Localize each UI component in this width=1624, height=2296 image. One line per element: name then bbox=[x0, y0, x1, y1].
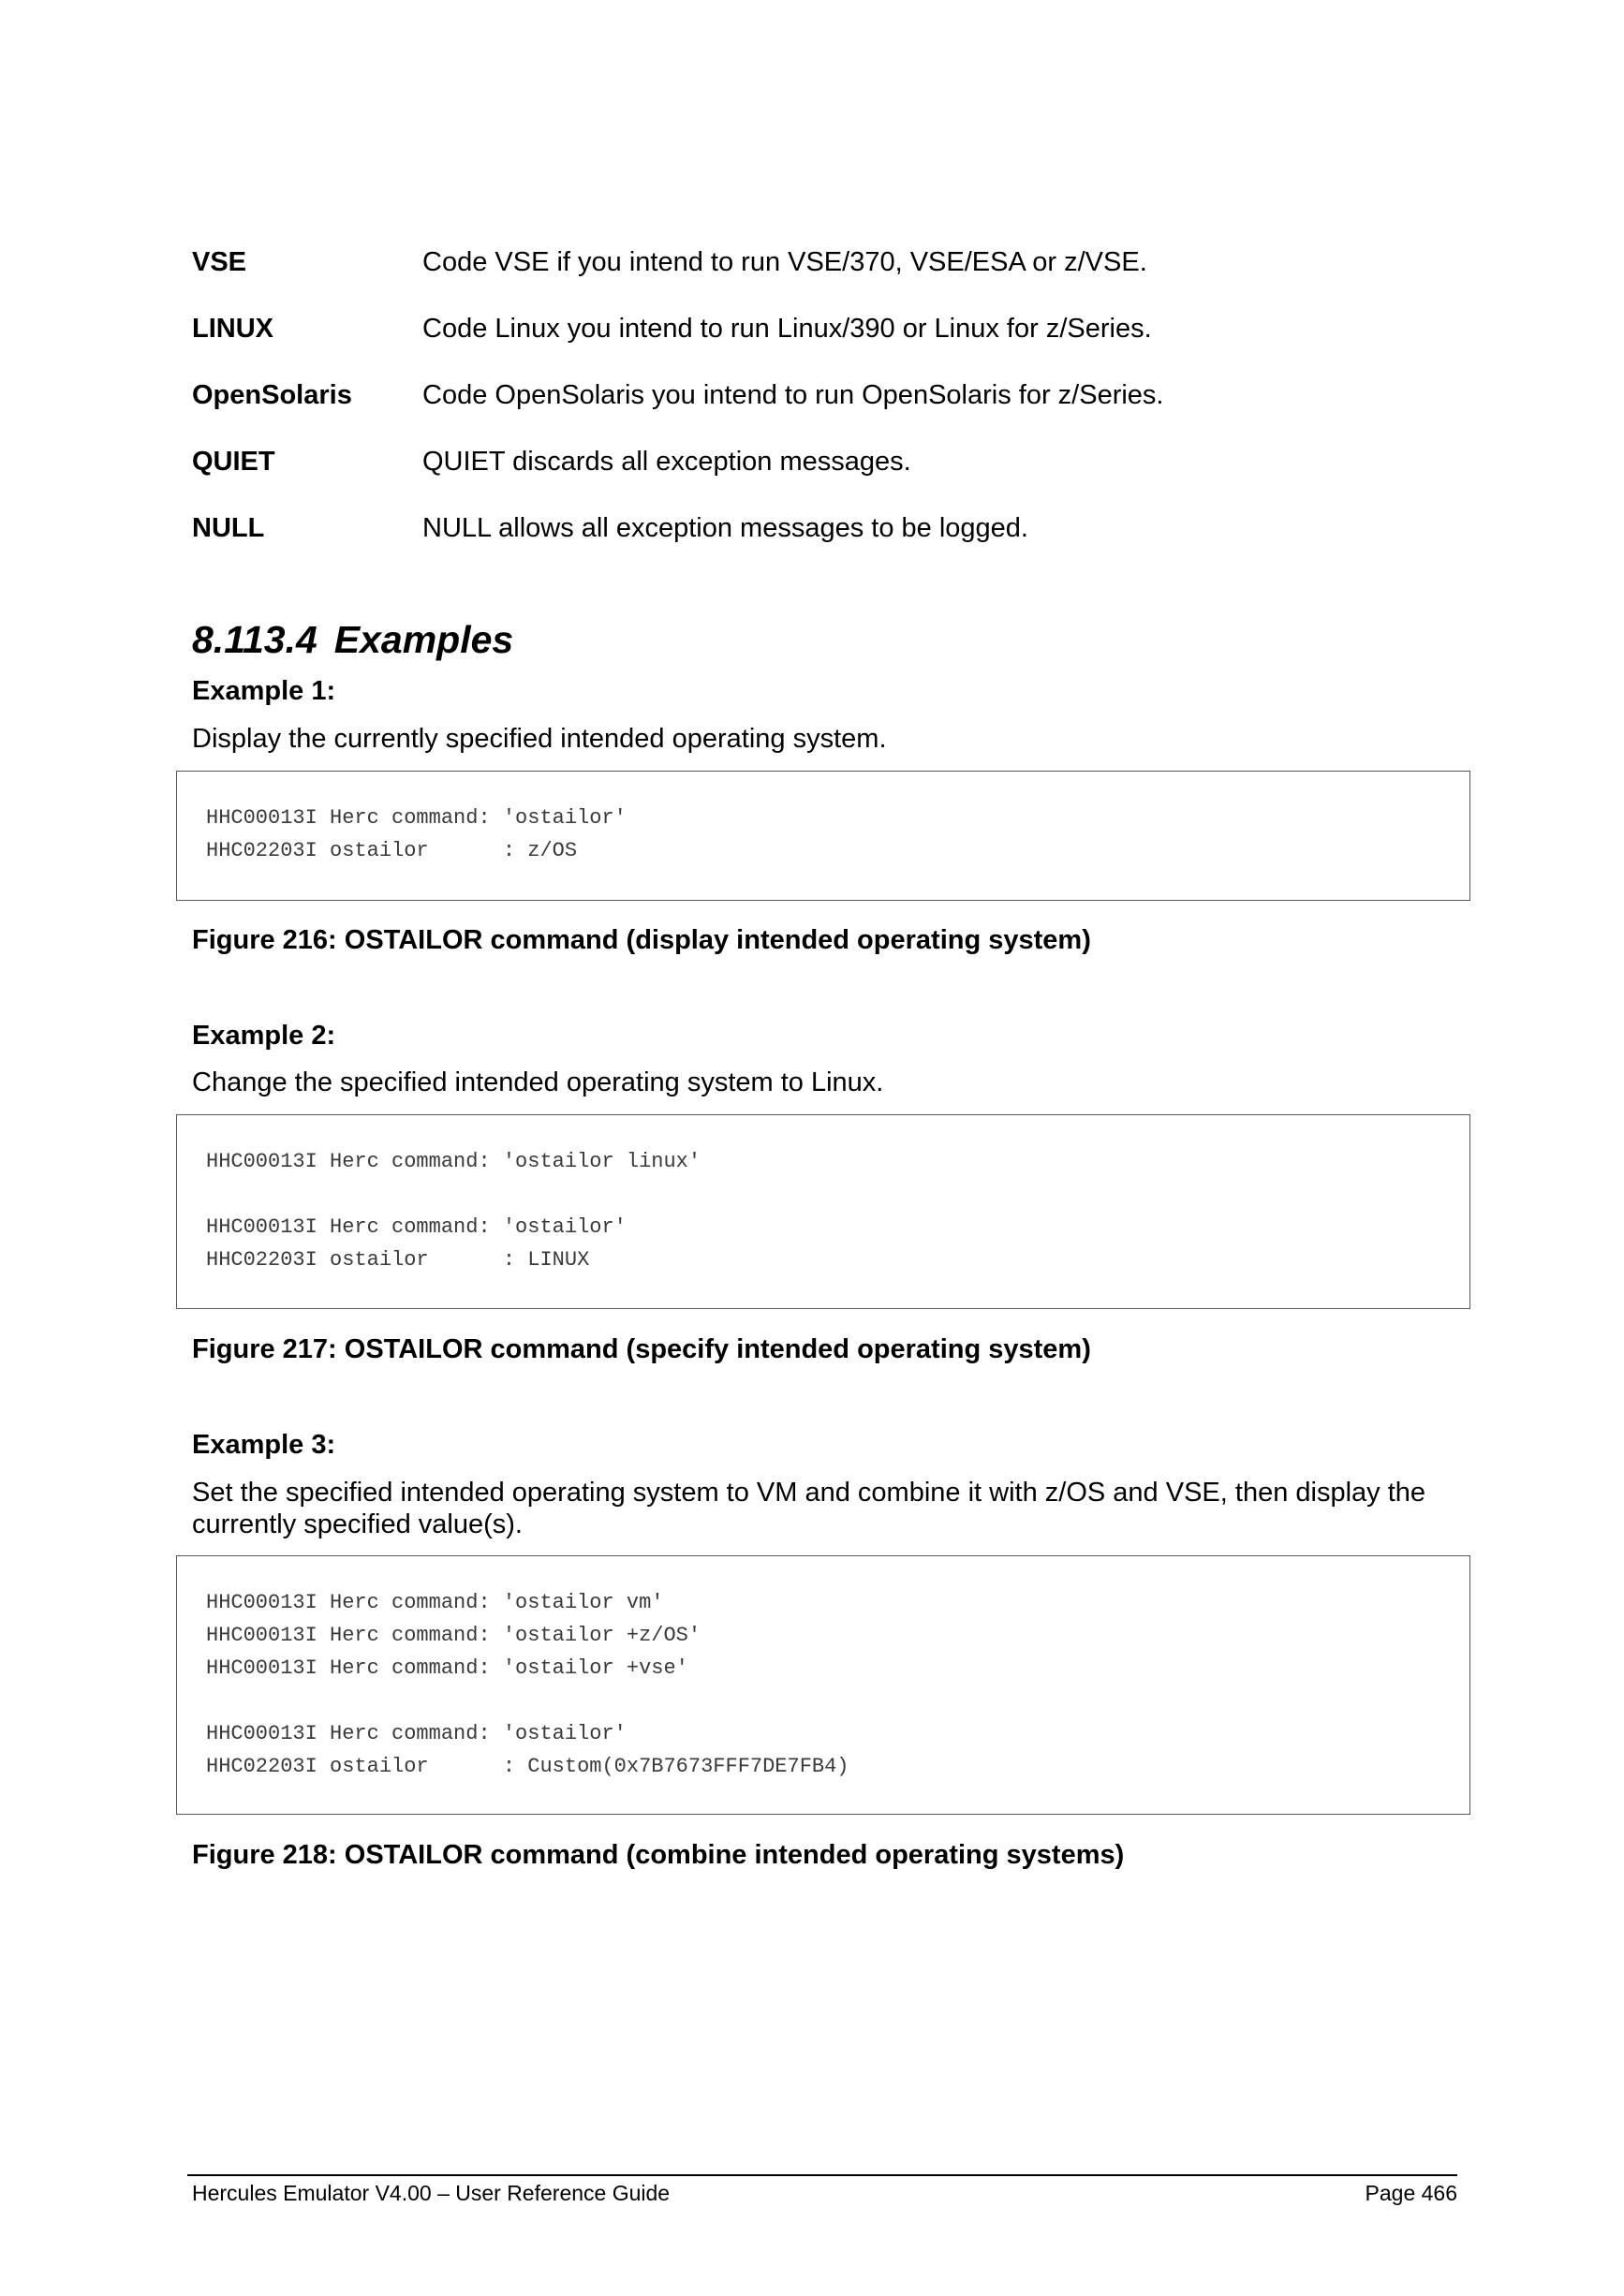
code-line: HHC00013I Herc command: 'ostailor linux' bbox=[206, 1150, 701, 1173]
example-3-label: Example 3: bbox=[192, 1430, 336, 1460]
example-2-description: Change the specified intended operating system to Linux. bbox=[192, 1067, 884, 1097]
definition-row-vse bbox=[192, 245, 1484, 312]
definition-row-null bbox=[192, 511, 1484, 578]
code-line: HHC00013I Herc command: 'ostailor' bbox=[206, 806, 627, 830]
definition-term: LINUX bbox=[192, 314, 273, 344]
footer-page-number: Page 466 bbox=[1365, 2181, 1457, 2205]
code-line bbox=[206, 1178, 1469, 1211]
section-number: 8.113.4 bbox=[192, 618, 317, 661]
code-line: HHC00013I Herc command: 'ostailor' bbox=[206, 1722, 627, 1745]
code-line: HHC00013I Herc command: 'ostailor +z/OS' bbox=[206, 1624, 701, 1647]
definition-row-quiet bbox=[192, 445, 1484, 511]
definition-row-opensolaris bbox=[192, 378, 1484, 445]
definition-term: VSE bbox=[192, 247, 247, 277]
example-1-label: Example 1: bbox=[192, 676, 336, 706]
definition-description: QUIET discards all exception messages. bbox=[422, 447, 911, 477]
code-line: HHC02203I ostailor : LINUX bbox=[206, 1248, 590, 1272]
code-line: HHC02203I ostailor : Custom(0x7B7673FFF7DE7FB4) bbox=[206, 1755, 849, 1778]
example-1-description: Display the currently specified intended operating system. bbox=[192, 724, 887, 754]
definition-description: NULL allows all exception messages to be logged. bbox=[422, 513, 1028, 543]
definition-term: QUIET bbox=[192, 447, 275, 477]
definition-description: Code VSE if you intend to run VSE/370, VSE/ESA or z/VSE. bbox=[422, 247, 1147, 277]
definition-row-linux bbox=[192, 312, 1484, 378]
section-title: Examples bbox=[333, 618, 514, 661]
option-definition-list bbox=[192, 245, 1484, 578]
example-1-code-block bbox=[176, 771, 1470, 901]
section-heading bbox=[192, 616, 513, 663]
figure-217-caption: Figure 217: OSTAILOR command (specify intended operating system) bbox=[192, 1334, 1091, 1364]
code-line bbox=[206, 1685, 1469, 1717]
definition-term: OpenSolaris bbox=[192, 380, 352, 410]
example-2-code-block bbox=[176, 1114, 1470, 1309]
definition-term: NULL bbox=[192, 513, 265, 543]
definition-description: Code Linux you intend to run Linux/390 or Linux for z/Series. bbox=[422, 314, 1152, 344]
footer-divider bbox=[187, 2174, 1457, 2176]
code-line: HHC00013I Herc command: 'ostailor vm' bbox=[206, 1591, 664, 1614]
example-3-code-block bbox=[176, 1555, 1470, 1815]
definition-description: Code OpenSolaris you intend to run OpenSolaris for z/Series. bbox=[422, 380, 1164, 410]
code-line: HHC00013I Herc command: 'ostailor' bbox=[206, 1215, 627, 1239]
figure-218-caption: Figure 218: OSTAILOR command (combine intended operating systems) bbox=[192, 1840, 1125, 1870]
code-line: HHC02203I ostailor : z/OS bbox=[206, 839, 578, 862]
code-line: HHC00013I Herc command: 'ostailor +vse' bbox=[206, 1656, 688, 1680]
footer-document-title: Hercules Emulator V4.00 – User Reference Guide bbox=[192, 2181, 671, 2205]
example-2-label: Example 2: bbox=[192, 1021, 336, 1051]
example-3-description: Set the specified intended operating system to VM and combine it with z/OS and VSE, then display the currently specified value(s). bbox=[192, 1478, 1426, 1539]
figure-216-caption: Figure 216: OSTAILOR command (display intended operating system) bbox=[192, 925, 1091, 955]
